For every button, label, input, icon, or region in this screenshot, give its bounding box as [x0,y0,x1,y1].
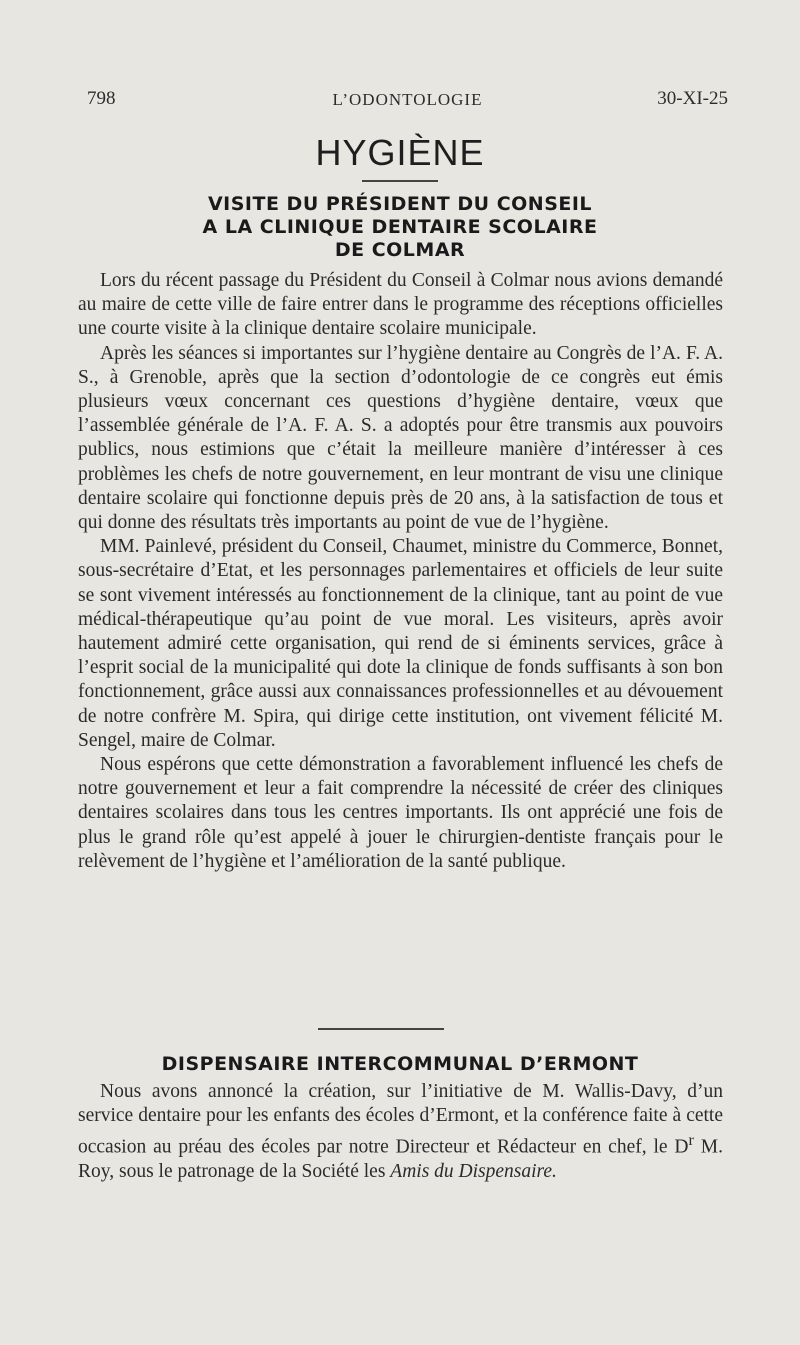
issue-date: 30-XI-25 [657,88,728,109]
article-2-heading: DISPENSAIRE INTERCOMMUNAL D’ERMONT [161,1053,639,1075]
article-2-body [78,1080,723,1184]
article-2-paragraph [78,1080,723,1184]
article-1-paragraph: Nous espérons que cette démonstration a favorablement influencé les chefs de notre gouvernement et leur a fait comprendre la nécessité de créer des cliniques dentaires scolaires dans tous les centres importants. Ils ont apprécié une fois de plus le grand rôle qu’est appelé à jouer le chirurgien-dentiste français pour le relèvement de l’hygiène et l’amélioration de la santé publique. [78,754,723,872]
article-2-text: Nous avons annoncé la création, sur l’initiative de M. Wallis-Davy, d’un service dentaire pour les enfants des écoles d’Ermont, et la conférence faite à cette occasion au préau des écoles par notre Directeur et Rédacteur en chef, le D [78,1081,723,1158]
article-1-heading-line: VISITE DU PRÉSIDENT DU CONSEIL [207,193,593,215]
article-1-paragraph: Lors du récent passage du Président du Conseil à Colmar nous avions demandé au maire de cette ville de faire entrer dans le programme des réceptions officielles une courte visite à la clinique dentaire scolaire municipale. [78,270,723,340]
title-rule [362,180,438,182]
article-1-heading-line: A LA CLINIQUE DENTAIRE SCOLAIRE [202,216,598,238]
section-title: HYGIÈNE [315,132,485,173]
article-2-italic-text: Amis du Dispensaire. [390,1161,557,1183]
article-2-text-after: M. Roy, sous le patronage de la Société les [78,1136,723,1183]
journal-title: L’ODONTOLOGIE [332,90,483,109]
article-separator [318,1028,444,1030]
article-1-heading-line: DE COLMAR [334,239,466,261]
article-1-body [78,269,723,874]
article-1-paragraph: MM. Painlevé, président du Conseil, Chaumet, ministre du Commerce, Bonnet, sous-secrétaire d’Etat, et les personnages parlementaires et officiels de leur suite se sont vivement intéressés au fonctionnement de la clinique, tant au point de vue médical-thérapeutique qu’au point de vue moral. Les visiteurs, après avoir hautement admiré cette organisation, qui rend de si éminents services, grâce à l’esprit social de la municipalité qui dote la clinique de fonds suffisants à son bon fonctionnement, grâce aussi aux connaissances professionnelles et au dévouement de notre confrère M. Spira, qui dirige cette institution, ont vivement félicité M. Sengel, maire de Colmar. [78,536,723,751]
running-head [87,86,728,116]
article-2-superscript: r [688,1131,694,1150]
article-1-paragraph: Après les séances si importantes sur l’hygiène dentaire au Congrès de l’A. F. A. S., à Grenoble, après que la section d’odontologie de ce congrès eut émis plusieurs vœux concernant ces questions d’hygiène dentaire, vœux que l’assemblée générale de l’A. F. A. S. a adoptés pour être transmis aux pouvoirs publics, nous estimions que c’était la meilleure manière d’intéresser à ces problèmes les chefs de notre gouvernement, en leur montrant de visu une clinique dentaire scolaire qui fonctionne depuis près de 20 ans, à la satisfaction de tous et qui donne des résultats très importants au point de vue de l’hygiène. [78,342,723,534]
page-number: 798 [87,88,116,109]
article-1-heading [60,193,740,262]
